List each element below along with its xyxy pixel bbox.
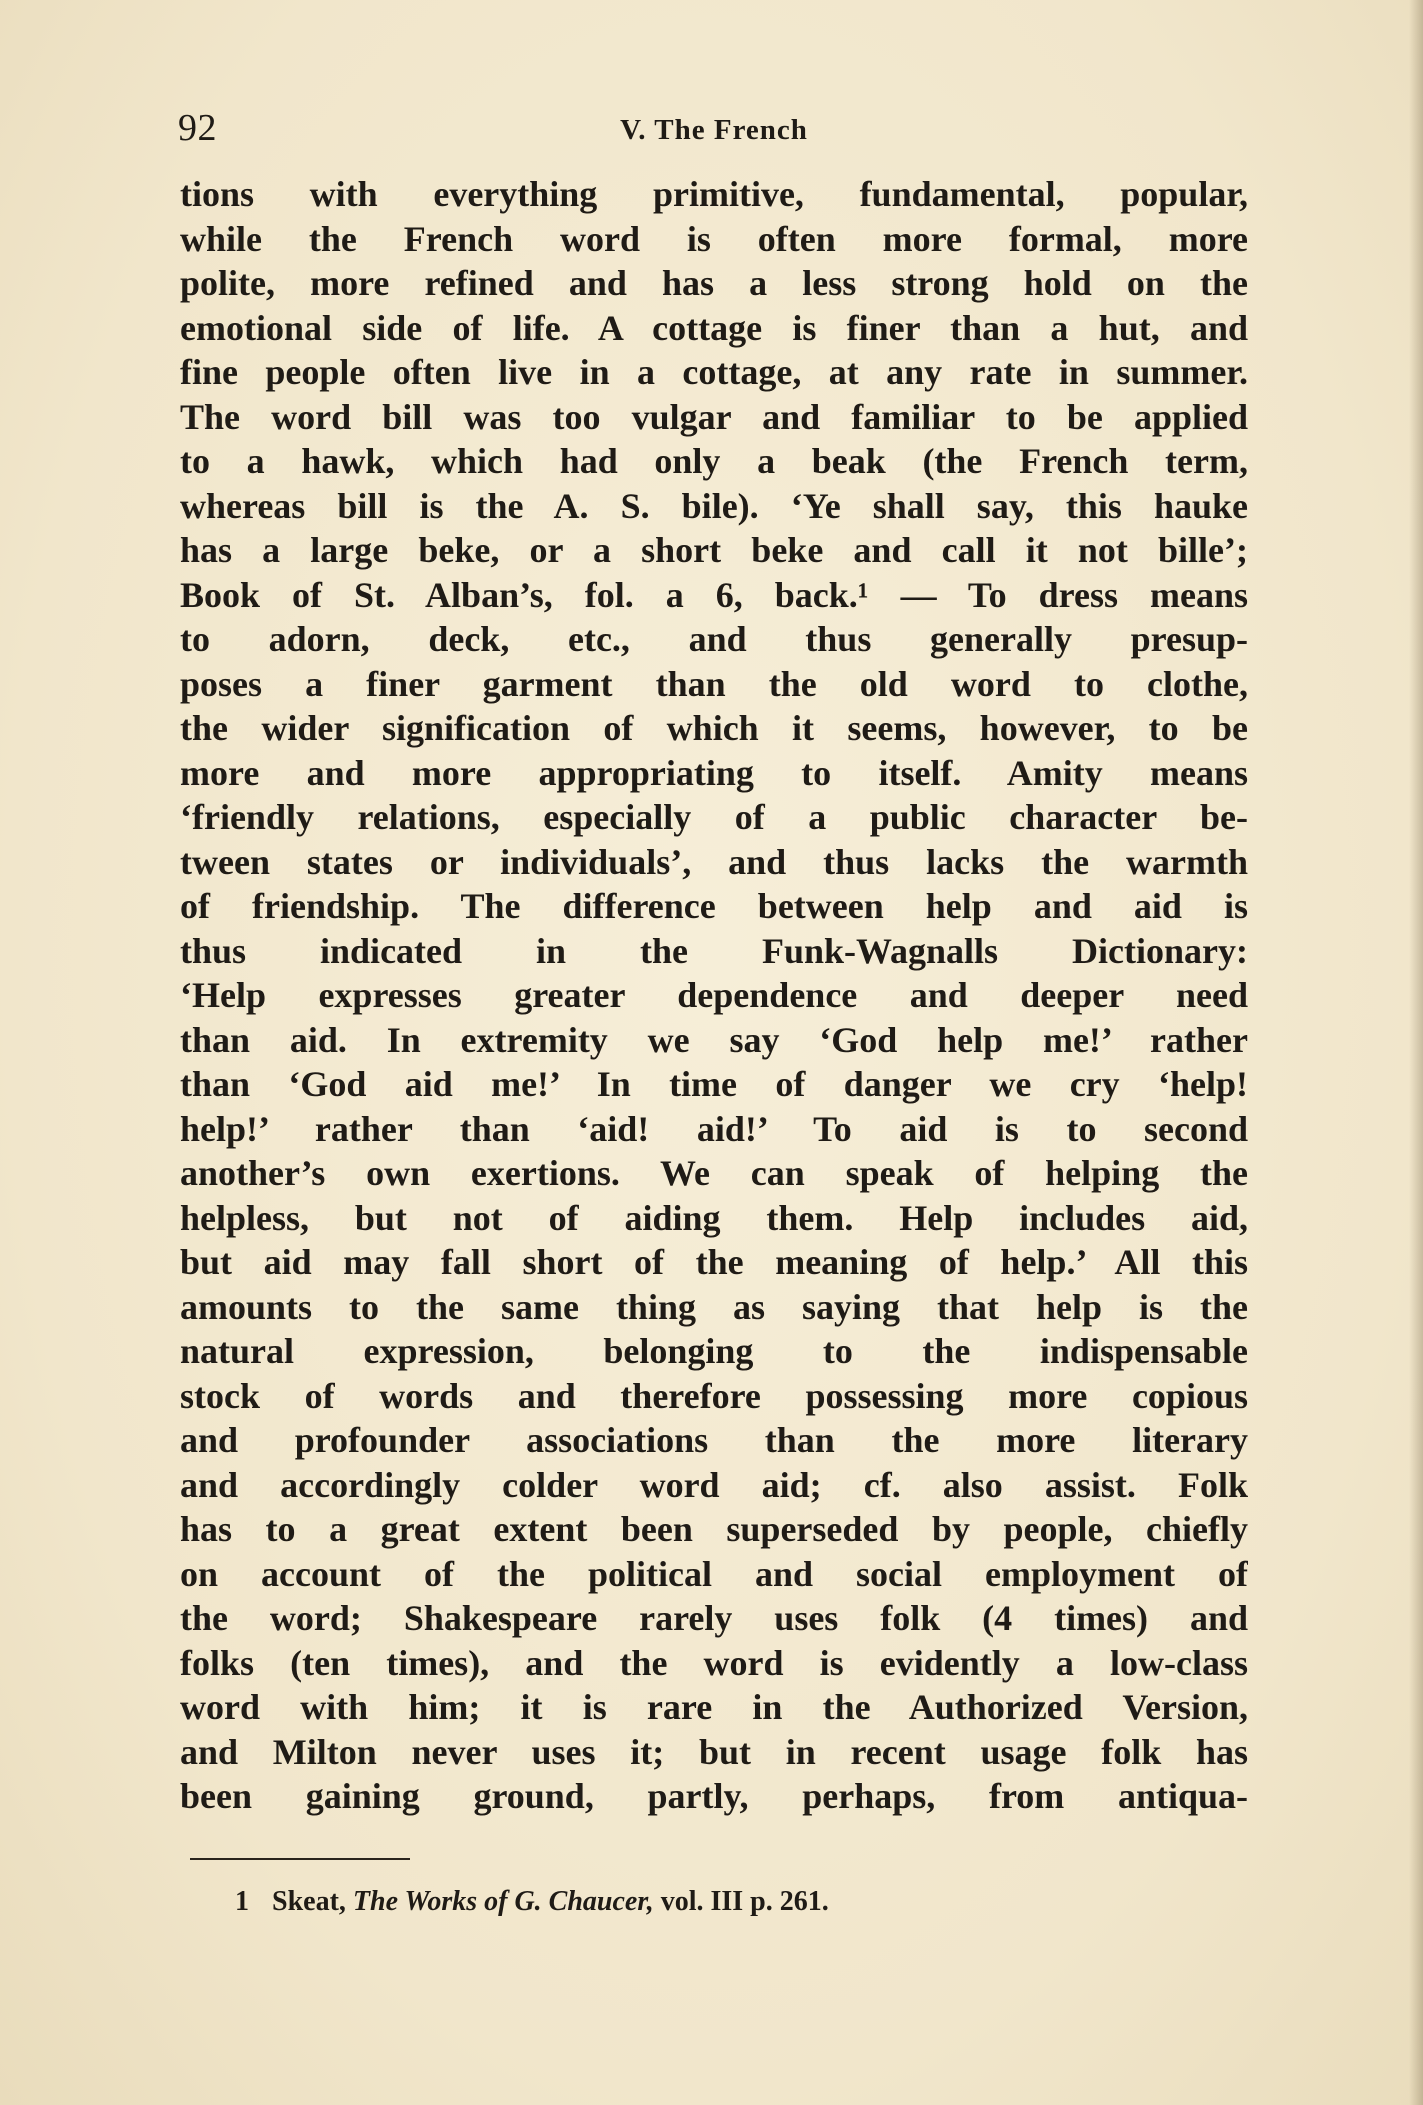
text-line: tions with everything primitive, fundamental, popular, <box>180 174 1248 214</box>
text-line: on account of the political and social employment of <box>180 1553 1248 1594</box>
text-line: has to a great extent been superseded by people, chiefly <box>180 1509 1248 1549</box>
text-line: more and more appropriating to itself. Amity means <box>180 752 1248 793</box>
text-line: than ‘God aid me!’ In time of danger we cry ‘help! <box>180 1064 1248 1104</box>
footnote-reference: vol. III p. 261. <box>660 1886 829 1917</box>
footnote-title: The Works of G. Chaucer, <box>352 1886 654 1917</box>
page-edge-shadow <box>1409 0 1423 2105</box>
text-line: thus indicated in the Funk-Wagnalls Dictionary: <box>180 930 1248 971</box>
text-line: ‘friendly relations, especially of a public character be- <box>180 797 1248 837</box>
text-line: word with him; it is rare in the Authorized Version, <box>180 1687 1248 1727</box>
text-line: to a hawk, which had only a beak (the French term, <box>180 441 1248 481</box>
text-line: and profounder associations than the more literary <box>180 1420 1248 1460</box>
page-header <box>178 103 1250 153</box>
text-line: stock of words and therefore possessing more copious <box>180 1375 1248 1416</box>
text-line: help!’ rather than ‘aid! aid!’ To aid is to second <box>180 1108 1248 1149</box>
text-line: fine people often live in a cottage, at any rate in summer. <box>180 352 1248 392</box>
text-line: than aid. In extremity we say ‘God help me!’ rather <box>180 1019 1248 1060</box>
footnote-author: Skeat, <box>272 1886 346 1917</box>
text-line: the wider signification of which it seems, however, to be <box>180 708 1248 748</box>
text-line: has a large beke, or a short beke and call it not bille’; <box>180 530 1248 570</box>
footnote <box>235 1882 829 1922</box>
text-line: polite, more refined and has a less strong hold on the <box>180 263 1248 303</box>
text-line: folks (ten times), and the word is evidently a low-class <box>180 1642 1248 1683</box>
running-head: V. The French <box>620 114 808 146</box>
text-line: to adorn, deck, etc., and thus generally presup- <box>180 619 1248 659</box>
text-line: Book of St. Alban’s, fol. a 6, back.¹ — To dress means <box>180 574 1248 615</box>
text-line: natural expression, belonging to the indispensable <box>180 1331 1248 1371</box>
text-line: another’s own exertions. We can speak of helping the <box>180 1153 1248 1193</box>
text-line: The word bill was too vulgar and familiar to be applied <box>180 396 1248 437</box>
text-line: and Milton never uses it; but in recent usage folk has <box>180 1731 1248 1772</box>
text-line: ‘Help expresses greater dependence and deeper need <box>180 975 1248 1015</box>
text-line: been gaining ground, partly, perhaps, from antiqua- <box>180 1776 1248 1816</box>
text-line: whereas bill is the A. S. bile). ‘Ye shall say, this hauke <box>180 485 1248 526</box>
text-line: helpless, but not of aiding them. Help includes aid, <box>180 1197 1248 1238</box>
page-number: 92 <box>178 107 217 149</box>
text-line: poses a finer garment than the old word to clothe, <box>180 663 1248 704</box>
text-line: the word; Shakespeare rarely uses folk (4 times) and <box>180 1598 1248 1638</box>
text-line: but aid may fall short of the meaning of help.’ All this <box>180 1242 1248 1282</box>
footnote-number: 1 <box>235 1886 249 1917</box>
text-line: of friendship. The difference between help and aid is <box>180 886 1248 926</box>
text-line: while the French word is often more formal, more <box>180 218 1248 259</box>
text-line: amounts to the same thing as saying that help is the <box>180 1286 1248 1327</box>
footnote-rule <box>190 1858 410 1860</box>
text-line: emotional side of life. A cottage is finer than a hut, and <box>180 307 1248 348</box>
text-line: tween states or individuals’, and thus lacks the warmth <box>180 841 1248 882</box>
text-line: and accordingly colder word aid; cf. also assist. Folk <box>180 1464 1248 1505</box>
body-text <box>180 172 1248 1819</box>
